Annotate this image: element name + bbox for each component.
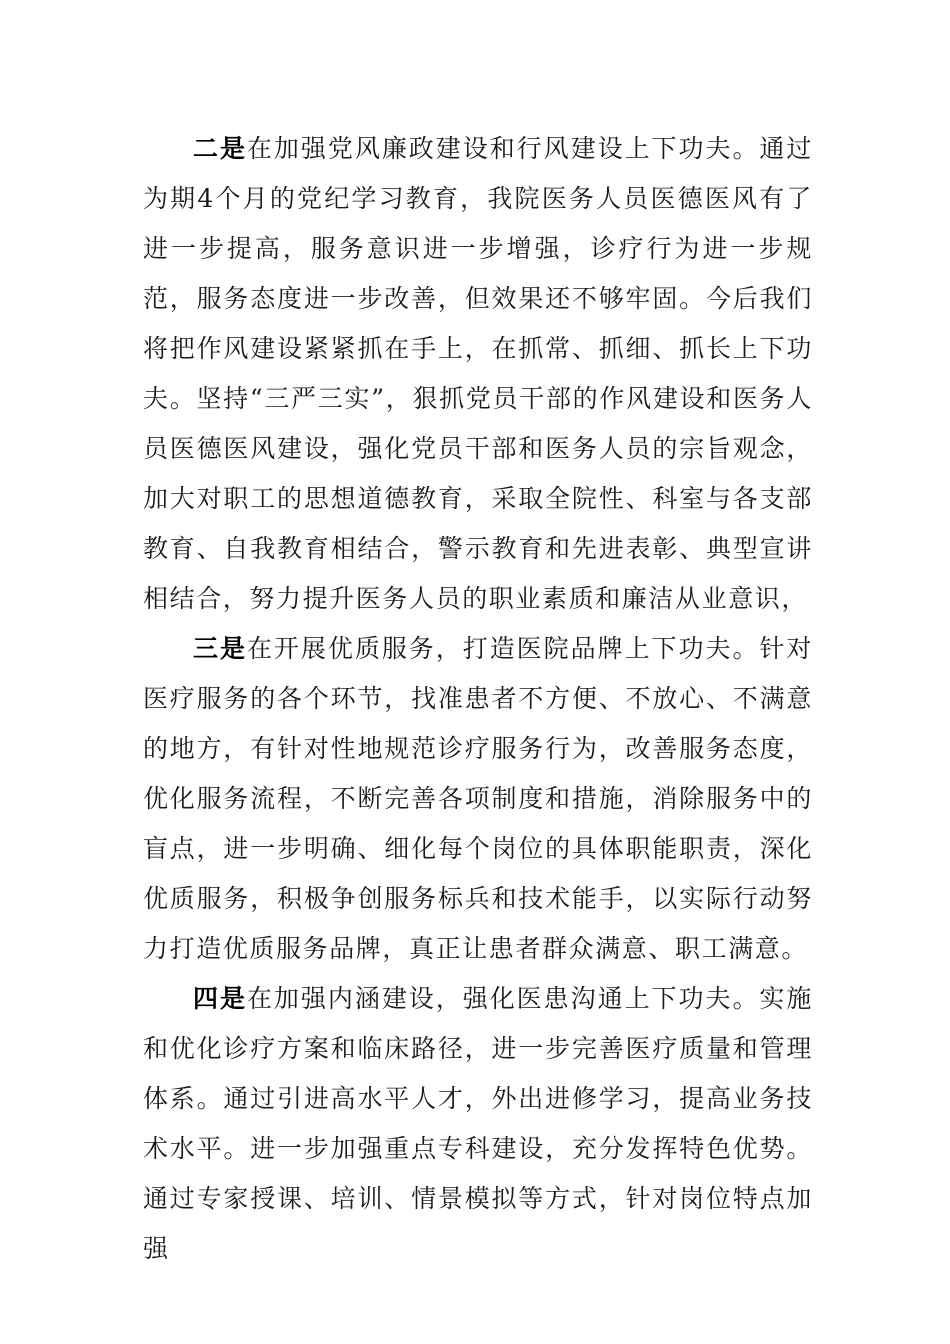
- paragraph-lead: 四是: [193, 984, 247, 1013]
- document-body: [143, 124, 813, 1274]
- paragraph-text: 在开展优质服务，打造医院品牌上下功夫。针对医疗服务的各个环节，找准患者不方便、不放心、不满意的地方，有针对性地规范诊疗服务行为，改善服务态度，优化服务流程，不断完善各项制度和措施，消除服务中的盲点，进一步明确、细化每个岗位的具体职能职责，深化优质服务，积极争创服务标兵和技术能手，以实际行动努力打造优质服务品牌，真正让患者群众满意、职工满意。: [143, 634, 813, 963]
- paragraph-text: 在加强内涵建设，强化医患沟通上下功夫。实施和优化诊疗方案和临床路径，进一步完善医疗质量和管理体系。通过引进高水平人才，外出进修学习，提高业务技术水平。进一步加强重点专科建设，充分发挥特色优势。通过专家授课、培训、情景模拟等方式，针对岗位特点加强: [143, 984, 813, 1263]
- paragraph-lead: 三是: [193, 634, 247, 663]
- paragraph-lead: 二是: [193, 134, 247, 163]
- paragraph-3: [143, 624, 813, 974]
- paragraph-text: 在加强党风廉政建设和行风建设上下功夫。通过为期4个月的党纪学习教育，我院医务人员医德医风有了进一步提高，服务意识进一步增强，诊疗行为进一步规范，服务态度进一步改善，但效果还不够牢固。今后我们将把作风建设紧紧抓在手上，在抓常、抓细、抓长上下功夫。坚持“三严三实”，狠抓党员干部的作风建设和医务人员医德医风建设，强化党员干部和医务人员的宗旨观念，加大对职工的思想道德教育，采取全院性、科室与各支部教育、自我教育相结合，警示教育和先进表彰、典型宣讲相结合，努力提升医务人员的职业素质和廉洁从业意识，: [143, 134, 813, 613]
- paragraph-2: [143, 124, 813, 624]
- paragraph-4: [143, 974, 813, 1274]
